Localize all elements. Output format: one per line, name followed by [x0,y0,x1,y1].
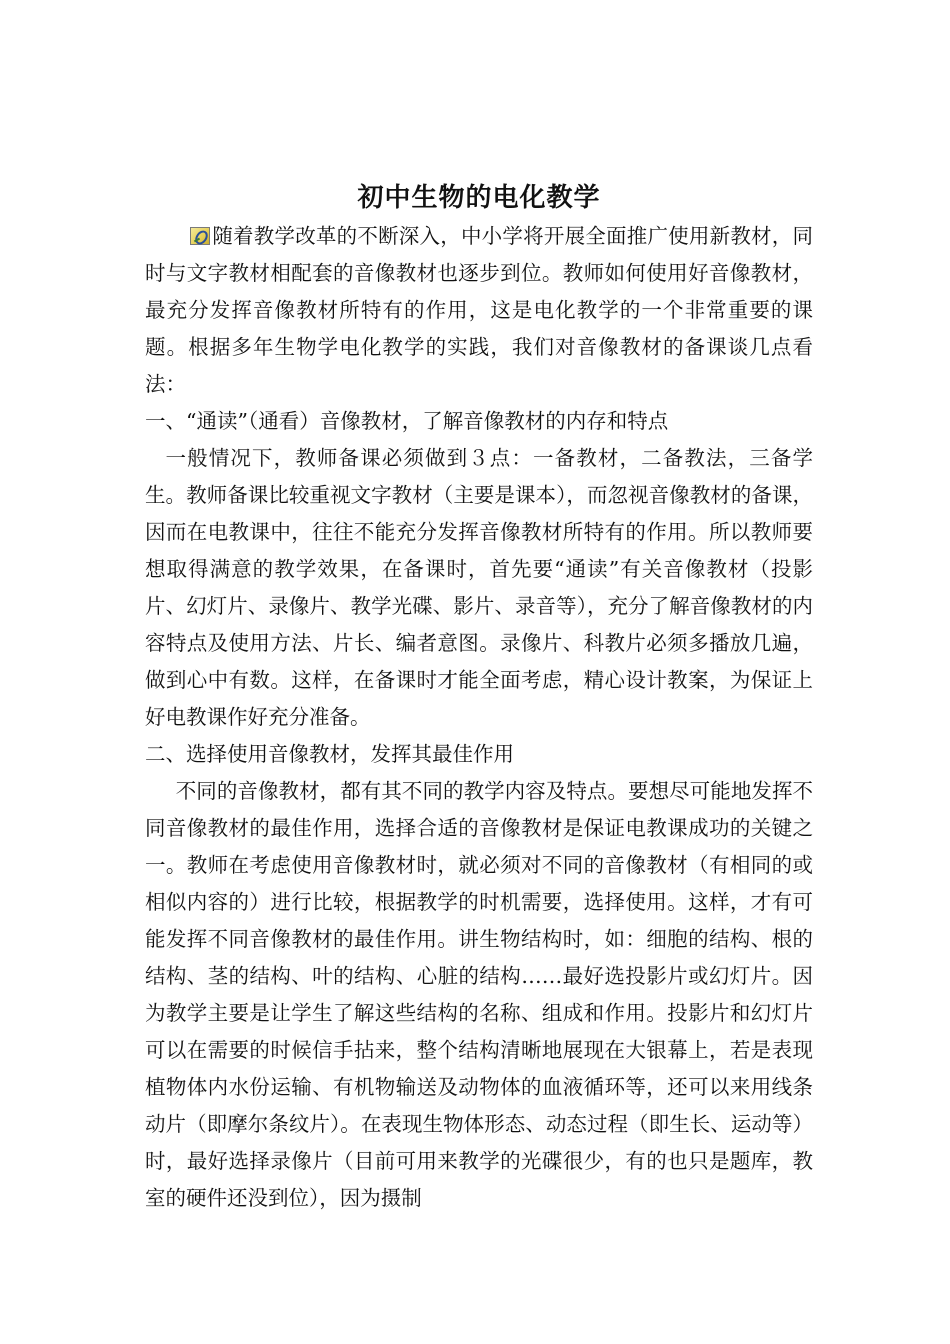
document-body [145,178,813,1217]
intro-paragraph [145,218,813,403]
section-1-body: 一般情况下，教师备课必须做到３点：一备教材，二备教法，三备学生。教师备课比较重视文字教材（主要是课本），而忽视音像教材的备课，因而在电教课中，往往不能充分发挥音像教材所特有的作用。所以教师要想取得满意的教学效果，在备课时，首先要“通读”有关音像教材（投影片、幻灯片、录像片、教学光碟、影片、录音等），充分了解音像教材的内容特点及使用方法、片长、编者意图。录像片、科教片必须多播放几遍，做到心中有数。这样，在备课时才能全面考虑，精心设计教案，为保证上好电教课作好充分准备。 [145,446,813,729]
section-2-body: 不同的音像教材，都有其不同的教学内容及特点。要想尽可能地发挥不同音像教材的最佳作用，选择合适的音像教材是保证电教课成功的关键之一。教师在考虑使用音像教材时，就必须对不同的音像教材（有相同的或相似内容的）进行比较，根据教学的时机需要，选择使用。这样，才有可能发挥不同音像教材的最佳作用。讲生物结构时，如：细胞的结构、根的结构、茎的结构、叶的结构、心脏的结构……最好选投影片或幻灯片。因为教学主要是让学生了解这些结构的名称、组成和作用。投影片和幻灯片可以在需要的时候信手拈来，整个结构清晰地展现在大银幕上，若是表现植物体内水份运输、有机物输送及动物体的血液循环等，还可以来用线条动片（即摩尔条纹片）。在表现生物体形态、动态过程（即生长、运动等）时，最好选择录像片（目前可用来教学的光碟很少，有的也只是题库，教室的硬件还没到位），因为摄制 [145,779,813,1210]
intro-text: 随着教学改革的不断深入，中小学将开展全面推广使用新教材，同时与文字教材相配套的音像教材也逐步到位。教师如何使用好音像教材，最充分发挥音像教材所特有的作用，这是电化教学的一个非常重要的课题。根据多年生物学电化教学的实践，我们对音像教材的备课谈几点看法： [145,224,813,396]
paragraph-clip-icon [190,227,210,245]
section-1-heading: 一、“通读”（通看）音像教材，了解音像教材的内存和特点 [145,409,669,433]
section-2-heading: 二、选择使用音像教材，发挥其最佳作用 [145,742,514,766]
document-title: 初中生物的电化教学 [357,183,601,213]
